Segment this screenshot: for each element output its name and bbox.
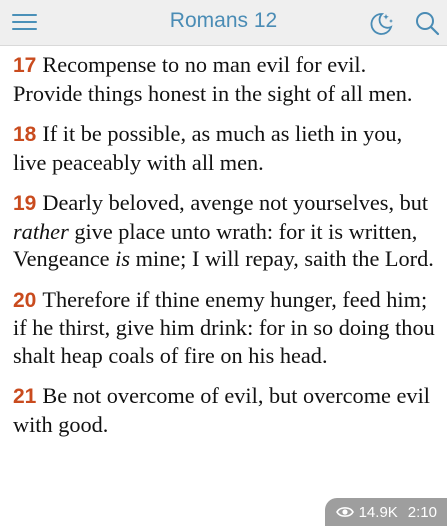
eye-icon [336,505,354,519]
verse-text-italic: is [115,246,131,271]
verse-text: Dearly beloved, avenge not yourselves, but [42,190,429,215]
search-icon[interactable] [412,8,442,38]
verse-21[interactable] [13,382,438,438]
verse-number: 17 [13,54,37,77]
verse-18[interactable] [13,120,438,176]
verse-number: 19 [13,192,37,215]
verse-text: give place unto wrath: for it is written, Vengeance [13,218,418,271]
chapter-text [13,51,438,451]
verse-number: 18 [13,123,37,146]
view-count: 14.9K [358,503,398,521]
page-title: Romans 12 [169,9,278,32]
verse-text-italic: rather [13,218,69,244]
verse-17[interactable] [13,51,438,107]
verse-19[interactable] [13,189,438,273]
verse-text: Therefore if thine enemy hunger, feed him; if he thirst, give him drink: for in so doing thou shalt heap coals of fire on his head. [13,286,435,368]
verse-text: Be not overcome of evil, but overcome evil with good. [13,383,430,437]
verse-text: If it be possible, as much as lieth in you, live peaceably with all men. [13,121,403,175]
verse-number: 20 [13,288,37,312]
moon-stars-icon[interactable] [366,8,396,38]
verse-text: mine; I will repay, saith the Lord. [130,246,434,271]
timestamp: 2:10 [407,503,437,521]
view-stats-overlay [325,498,447,526]
top-bar [0,0,447,46]
verse-text: Recompense to no man evil for evil. Provide things honest in the sight of all men. [13,52,413,106]
verse-20[interactable] [13,286,438,370]
verse-number: 21 [13,385,37,408]
